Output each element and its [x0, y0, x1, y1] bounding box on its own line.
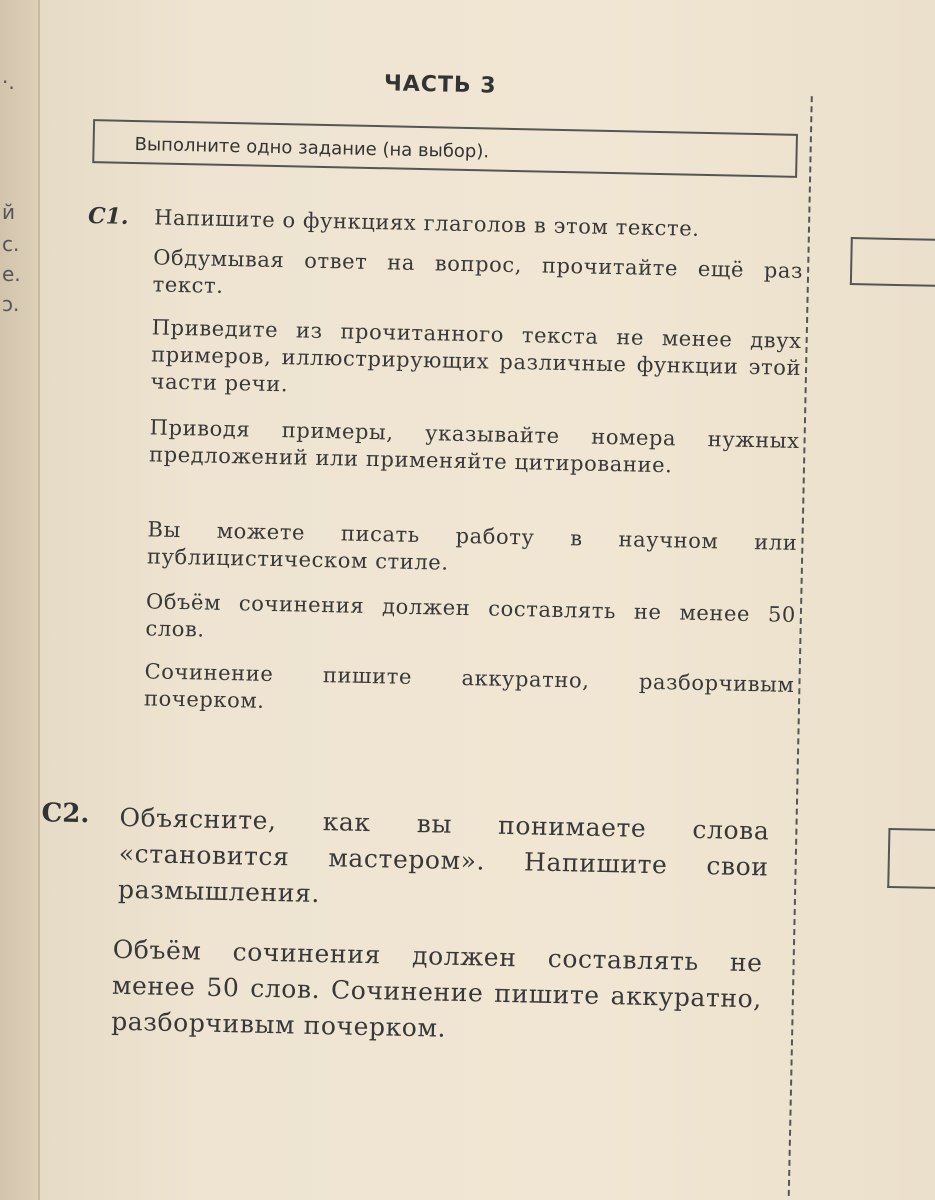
instruction-box: [92, 119, 798, 178]
task-c2-paragraph: Объясните, как вы понимаете слова «становится мастером». Напишите свои размышления.: [117, 802, 770, 909]
margin-fragment: е.: [2, 262, 21, 286]
margin-fragment: й: [2, 200, 15, 224]
part-title: ЧАСТЬ 3: [383, 71, 497, 99]
task-c1-paragraph: Приведите из прочитанного текста не менее двух примеров, иллюстрирующих различные функции этой части речи.: [150, 315, 802, 397]
margin-fragment: с.: [2, 232, 20, 256]
task-c1-paragraph: Вы можете писать работу в научном или публицистическом стиле.: [146, 517, 798, 575]
margin-fragment: ɔ.: [2, 292, 20, 316]
task-c2-paragraph: Объём сочинения должен составлять не менее 50 слов. Сочинение пишите аккуратно, разборчивым почерком.: [110, 934, 763, 1043]
task-c1-paragraph: Напишите о функциях глаголов в этом тексте.: [153, 205, 700, 241]
answer-box: [850, 237, 935, 287]
answer-box: [887, 828, 935, 889]
instruction-text: Выполните одно задание (на выбор).: [134, 134, 490, 163]
task-c1-paragraph: Приводя примеры, указывайте номера нужных предложений или применяйте цитирование.: [148, 415, 800, 478]
task-number-c1: С1.: [87, 203, 129, 230]
task-c1-paragraph: Объём сочинения должен составлять не менее 50 слов.: [145, 589, 797, 642]
task-number-c2: С2.: [41, 798, 90, 830]
task-c1-paragraph: Сочинение пишите аккуратно, разборчивым почерком.: [143, 659, 795, 713]
page-content: [15, 30, 935, 1200]
task-c1-paragraph: Обдумывая ответ на вопрос, прочитайте ещё раз текст.: [152, 245, 804, 298]
margin-fragment: ·.: [2, 70, 15, 94]
